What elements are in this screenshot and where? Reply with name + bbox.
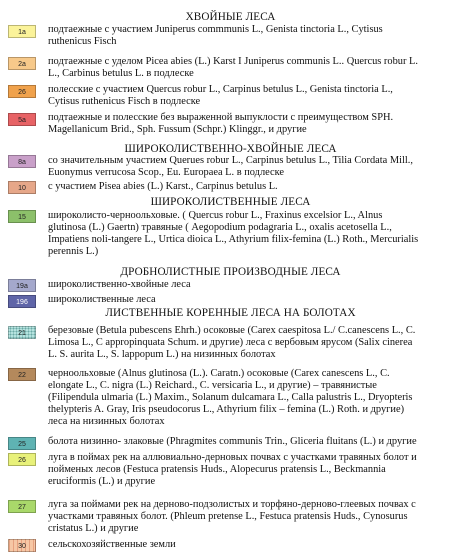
legend-text-8a xyxy=(48,155,458,179)
legend-line: пойменых лесов (Festuca pratensis Huds., Alopecurus pratensis L., Beckmannia xyxy=(48,464,386,475)
legend-line: perennis L.) xyxy=(48,246,99,257)
legend-swatch-21: 21 xyxy=(8,326,36,339)
legend-text-19a xyxy=(48,279,458,291)
legend-text-26-meadows xyxy=(48,452,458,488)
legend-line: широколисто-черноольховые. ( Quercus robur L., Fraxinus excelsior L., Alnus xyxy=(48,210,383,221)
legend-line: elongate L., C. nigra (L.) Reichard., C. versicaria L., и другие) – травянистые xyxy=(48,380,377,391)
legend-text-22 xyxy=(48,368,458,428)
legend-line: широколиственно-хвойные леса xyxy=(48,279,191,290)
legend-swatch-10: 10 xyxy=(8,181,36,194)
legend-line: Limosa L., C appropinquata Schum. и другие) леса с вербовым ярусом (Salix cinerea xyxy=(48,337,413,348)
legend-text-21 xyxy=(48,325,458,361)
legend-line: со значительным участием Querues robur L., Carpinus betulus L., Tilia Cordata Mill., xyxy=(48,155,413,166)
legend-text-27 xyxy=(48,499,458,535)
legend-line: березовые (Betula pubescens Ehrh.) осоковые (Carex caespitosa L./ C.canescens L., C. xyxy=(48,325,416,336)
legend-swatch-27: 27 xyxy=(8,500,36,513)
legend-line: eruciformis (L.) и другие xyxy=(48,476,156,487)
legend-swatch-15: 15 xyxy=(8,210,36,223)
legend-line: L. S. aurita L., S. lappopum L.) на низинных болотах xyxy=(48,349,276,360)
legend-text-2a xyxy=(48,56,458,80)
legend-swatch-26-polesye: 26 xyxy=(8,85,36,98)
heading-conifer: ХВОЙНЫЕ ЛЕСА xyxy=(185,11,276,23)
heading-smallleaf-derived: ДРОБНОЛИСТНЫЕ ПРОИЗВОДНЫЕ ЛЕСА xyxy=(120,266,341,278)
legend-text-15 xyxy=(48,210,458,258)
legend-line: Euonymus verrucosa Scop., Eu. Europaea L. в подлеске xyxy=(48,167,285,178)
legend-line: широколиственные леса xyxy=(48,294,156,305)
heading-broadleaf: ШИРОКОЛИСТВЕННЫЕ ЛЕСА xyxy=(150,196,311,208)
legend-line: Cytisus ruthenicus Fisch в подлеске xyxy=(48,96,201,107)
legend-swatch-5a: 5а xyxy=(8,113,36,126)
legend-line: подтаежные и полесские без выраженной выпуклости с преимуществом SPH. xyxy=(48,112,394,123)
legend-line: Magellanicum Brid., Sph. Fussum (Schpr.) Klinggr., и другие xyxy=(48,124,307,135)
legend-text-5a xyxy=(48,112,458,136)
legend-line: луга за поймами рек на дерново-подзолистых и торфяно-дерново-глеевых почвах с xyxy=(48,499,416,510)
legend-text-30 xyxy=(48,539,458,551)
legend-line: с участием Pisea abies (L.) Karst., Carpinus betulus L. xyxy=(48,181,278,192)
heading-broadleaf-conifer: ШИРОКОЛИСТВЕННО-ХВОЙНЫЕ ЛЕСА xyxy=(124,143,337,155)
legend-swatch-2a: 2а xyxy=(8,57,36,70)
legend-line: cristatus L.) и другие xyxy=(48,523,139,534)
legend-swatch-8a: 8а xyxy=(8,155,36,168)
legend-text-10 xyxy=(48,181,458,193)
legend-swatch-19a: 19а xyxy=(8,279,36,292)
legend-line: glutinosa (L.) Gaertn) травяные ( Aegopodium podagraria L., oxalis acetosella L., xyxy=(48,222,392,233)
legend-line: (Filipendula ulmaria (L.) Maxim., Solanum dulcamara L., Calla palustris L., Dryopteris xyxy=(48,392,413,403)
legend-swatch-30: 30 xyxy=(8,539,36,552)
legend-line: болота низинно- злаковые (Phragmites communis Trin., Gliceria fluitans (L.) и другие xyxy=(48,436,417,447)
heading-bog-forests: ЛИСТВЕННЫЕ КОРЕННЫЕ ЛЕСА НА БОЛОТАХ xyxy=(105,307,356,319)
legend-swatch-26-meadows: 26 xyxy=(8,453,36,466)
legend-text-25 xyxy=(48,436,458,448)
legend-line: леса на низинных болотах xyxy=(48,416,165,427)
legend-line: подтаежные с уделом Picea abies (L.) Karst I Juniperus communis L.. Quercus robur L. xyxy=(48,56,418,67)
legend-line: ruthenicus Fisch xyxy=(48,36,117,47)
legend-swatch-25: 25 xyxy=(8,437,36,450)
legend-swatch-196: 196 xyxy=(8,295,36,308)
legend-line: thelypteris A. Gray, Iris pseudocorus L., Athyrium filix – femina (L.) Roth. и другие) xyxy=(48,404,405,415)
legend-line: L., Carbinus betulus L. в подлеске xyxy=(48,68,194,79)
legend-line: сельскохозяйственные земли xyxy=(48,539,176,550)
legend-line: Impatiens noli-tangere L., Urtica dioica L., Athyrium filix-femina (L.) Roth., Mercurialis xyxy=(48,234,419,245)
legend-swatch-22: 22 xyxy=(8,368,36,381)
legend-line: черноольховые (Alnus glutinosa (L.). Caratn.) осоковые (Carex canescens L., C. xyxy=(48,368,390,379)
legend-line: участками травяных болот. (Phleum pretense L., Festuca pratensis Huds., Cynosurus xyxy=(48,511,408,522)
legend-line: луга в поймах рек на аллювиально-дерновых почвах с участками травяных болот и xyxy=(48,452,417,463)
legend-text-196 xyxy=(48,294,458,306)
legend-swatch-1a: 1а xyxy=(8,25,36,38)
legend-text-26-polesye xyxy=(48,84,458,108)
legend-line: полесские с участием Quercus robur L., Carpinus betulus L., Genista tinctoria L., xyxy=(48,84,393,95)
legend-line: подтаежные с участием Juniperus commmunis L., Genista tinctoria L., Cytisus xyxy=(48,24,383,35)
legend-text-1a xyxy=(48,24,458,48)
